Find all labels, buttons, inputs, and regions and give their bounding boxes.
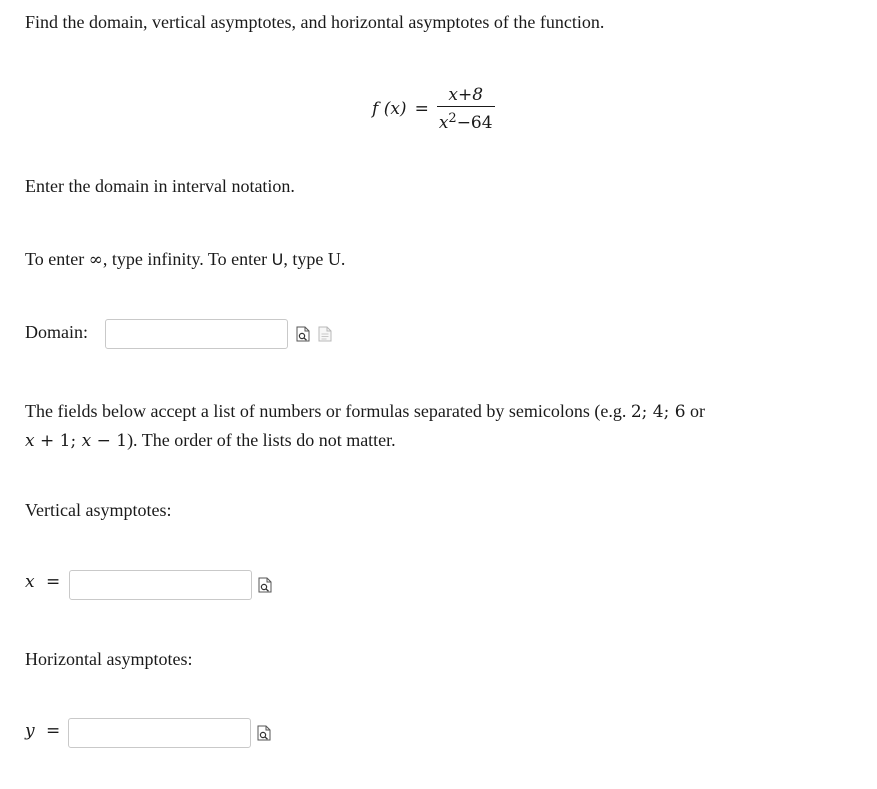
hint-prefix: To enter bbox=[25, 249, 85, 269]
horizontal-preview-icon[interactable] bbox=[257, 725, 271, 741]
note-text-a: The fields below accept a list of numbers or formulas separated by semicolons (e.g. bbox=[25, 401, 631, 421]
example-var-1: x bbox=[25, 431, 35, 451]
formula-denominator bbox=[437, 107, 495, 133]
formula-lhs: f (x) bbox=[372, 99, 407, 119]
union-symbol: U bbox=[271, 250, 284, 269]
horizontal-equals: = bbox=[46, 721, 61, 741]
hint-union-text: , type U. bbox=[283, 249, 346, 269]
hint-infinity-text: , type infinity. To enter bbox=[102, 249, 268, 269]
example-part-1: + 1; bbox=[34, 431, 82, 451]
question-prompt: Find the domain, vertical asymptotes, and horizontal asymptotes of the function. bbox=[25, 12, 605, 32]
preview-icon[interactable] bbox=[296, 326, 310, 342]
denominator-rest: −64 bbox=[456, 112, 493, 133]
domain-instruction: Enter the domain in interval notation. bbox=[25, 176, 295, 196]
denominator-exponent: 2 bbox=[448, 110, 457, 126]
denominator-base: x bbox=[438, 112, 449, 133]
example-var-2: x bbox=[81, 431, 92, 451]
note-text-c: ). The order of the lists do not matter. bbox=[127, 430, 396, 450]
vertical-asymptotes-heading: Vertical asymptotes: bbox=[25, 500, 172, 520]
example-part-2: − 1 bbox=[91, 431, 128, 451]
horizontal-var: y bbox=[25, 721, 35, 741]
infinity-symbol: ∞ bbox=[88, 250, 103, 270]
horizontal-asymptotes-input[interactable] bbox=[68, 718, 251, 748]
domain-hint bbox=[25, 249, 345, 270]
formula-numerator: x+8 bbox=[448, 84, 484, 105]
horizontal-var-label bbox=[25, 721, 60, 741]
note-text-b: or bbox=[685, 401, 706, 421]
vertical-asymptotes-input[interactable] bbox=[69, 570, 252, 600]
note-example-a: 2; 4; 6 bbox=[630, 402, 686, 422]
vertical-equals: = bbox=[46, 572, 61, 592]
horizontal-asymptotes-heading: Horizontal asymptotes: bbox=[25, 649, 193, 669]
list-format-note bbox=[25, 397, 863, 455]
note-example-b bbox=[25, 431, 127, 451]
function-formula bbox=[372, 84, 495, 134]
syntax-help-icon[interactable] bbox=[318, 326, 332, 342]
vertical-var: x bbox=[25, 572, 35, 592]
vertical-preview-icon[interactable] bbox=[258, 577, 272, 593]
vertical-var-label bbox=[25, 572, 60, 592]
formula-equals: = bbox=[414, 99, 429, 119]
formula-fraction bbox=[437, 86, 495, 133]
domain-input[interactable] bbox=[105, 319, 288, 349]
domain-label: Domain: bbox=[25, 322, 88, 342]
